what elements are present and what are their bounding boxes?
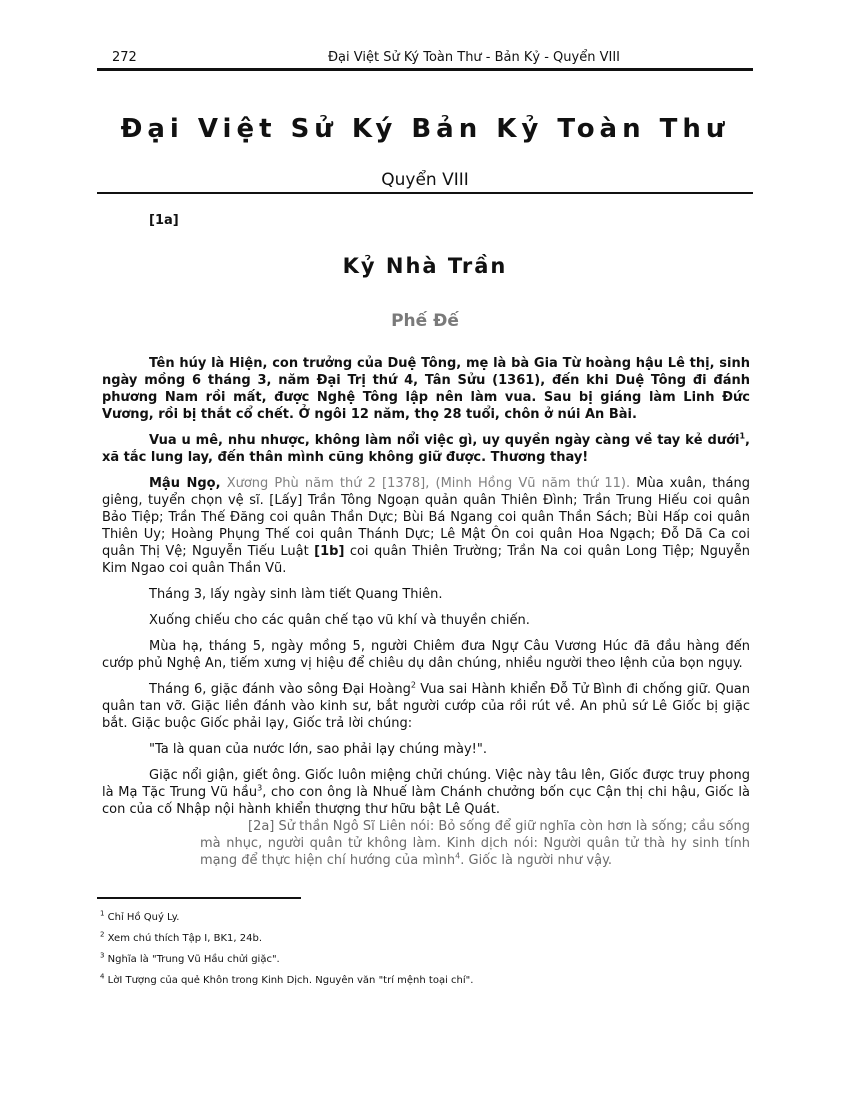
assessment-text-cont: , xã tắc lung lay, đến thân mình cũng không giữ được. Thương thay!: [102, 433, 750, 465]
footnote-ref: 1: [739, 431, 746, 441]
book-title: Đại Việt Sử Ký Bản Kỷ Toàn Thư: [120, 114, 730, 144]
footnote-number: 2: [100, 930, 105, 939]
year-text: Mùa xuân, tháng giêng, tuyển chọn vệ sĩ. [Lấy] Trần Tông Ngoạn quản quân Thiên Đình; Trần Trung Hiếu coi quân Bảo Tiệp; Trần Thế Đăng coi quân Thần Dực; Bùi Bá Ngang coi quân Thần Sách; Bùi Hấp coi quân Thiên Uy; Hoàng Phụng Thế coi quân Thánh Dực; Lê Mật Ôn coi quân Hoa Ngạch; Đỗ Dã Ca coi quân Thị Vệ; Nguyễn Tiếu Luật: [102, 476, 751, 559]
paragraph: Mùa hạ, tháng 5, ngày mồng 5, người Chiêm đưa Ngự Câu Vương Húc đã đầu hàng đến cướp phủ Nghệ An, tiếm xưng vị hiệu để chiêu dụ dân chúng, nhiều người theo lệnh của bọn ngụy.: [102, 639, 750, 671]
paragraph-text-cont: , cho con ông là Nhuế làm Chánh chưởng bốn cục Cận thị chi hậu, Giốc là con của cố Nhập nội hành khiển thượng thư hữu bật Lê Quát.: [102, 785, 750, 817]
footnote-text: Chỉ Hồ Quý Ly.: [107, 912, 180, 923]
main-text: [102, 355, 750, 827]
year-paragraph: [102, 475, 750, 577]
footnote-ref: 3: [257, 783, 263, 793]
quote-paragraph: "Ta là quan của nước lớn, sao phải lạy chúng mày!".: [149, 742, 487, 757]
footnotes: [100, 909, 740, 996]
assessment-paragraph: [102, 432, 750, 466]
footnote: [100, 909, 740, 933]
paragraph-text: Tháng 6, giặc đánh vào sông Đại Hoàng: [149, 682, 411, 697]
running-header: [97, 50, 753, 68]
paragraph: Xuống chiếu cho các quân chế tạo vũ khí và thuyền chiến.: [149, 613, 530, 628]
footnote-number: 1: [100, 909, 105, 918]
footnote-number: 4: [100, 972, 105, 981]
comment-text: [2a] Sử thần Ngô Sĩ Liên nói: Bỏ sống để giữ nghĩa còn hơn là sống; cầu sống mà nhục, người quân tử không làm. Kinh dịch nói: Người quân tử thà hy sinh tính mạng để thực hiện chí hướng của mình: [200, 819, 751, 868]
footnote-text: Nghĩa là "Trung Vũ Hầu chửi giặc".: [107, 954, 280, 965]
paragraph: [102, 681, 750, 732]
footnote: [100, 951, 740, 975]
page-number: 272: [112, 50, 137, 65]
page-tag: [1b]: [314, 544, 345, 559]
footnote: [100, 930, 740, 954]
section-tag: [1a]: [149, 213, 179, 228]
title-rule: [97, 192, 753, 194]
ruler-heading: Phế Đế: [391, 311, 459, 331]
footnote: [100, 972, 740, 996]
year-label: Mậu Ngọ,: [149, 476, 221, 491]
comment-text-cont: . Giốc là người như vậy.: [460, 853, 613, 868]
paragraph-text-cont: Vua sai Hành khiển Đỗ Tử Bình đi chống giữ. Quan quân tan vỡ. Giặc liền đánh vào kinh sư, bắt người cướp của rồi rút về. An phủ sứ Lê Giốc bị giặc bắt. Giặc buộc Giốc phải lạy, Giốc trả lời chúng:: [102, 682, 751, 731]
dynasty-heading: Kỷ Nhà Trần: [342, 254, 508, 278]
historian-comment: [200, 818, 750, 869]
footnote-rule: [97, 897, 301, 899]
assessment-text: Vua u mê, nhu nhược, không làm nổi việc gì, uy quyền ngày càng về tay kẻ dưới: [149, 433, 740, 448]
era-label: Xương Phù năm thứ 2 [1378], (Minh Hồng Vũ năm thứ 11).: [226, 476, 631, 491]
running-title: Đại Việt Sử Ký Toàn Thư - Bản Kỷ - Quyển VIII: [327, 50, 620, 65]
footnote-number: 3: [100, 951, 105, 960]
paragraph: [102, 767, 750, 818]
paragraph: Tháng 3, lấy ngày sinh làm tiết Quang Thiên.: [149, 587, 443, 602]
year-text-cont: coi quân Thiên Trường; Trần Na coi quân Long Tiệp; Nguyễn Kim Ngao coi quân Thần Vũ.: [102, 544, 750, 576]
footnote-ref: 4: [455, 851, 461, 861]
header-rule: [97, 68, 753, 71]
paragraph-text: Giặc nổi giận, giết ông. Giốc luôn miệng chửi chúng. Việc này tâu lên, Giốc được truy phong là Mạ Tặc Trung Vũ hầu: [102, 768, 750, 800]
volume-title: Quyển VIII: [381, 170, 469, 190]
footnote-text: Xem chú thích Tập I, BK1, 24b.: [107, 933, 262, 944]
intro-paragraph: Tên húy là Hiện, con trưởng của Duệ Tông, mẹ là bà Gia Từ hoàng hậu Lê thị, sinh ngày mồng 6 tháng 3, năm Đại Trị thứ 4, Tân Sửu (1361), đến khi Duệ Tông đi đánh phương Nam rồi mất, được Nghệ Tông lập nên làm vua. Sau bị giáng làm Linh Đức Vương, rồi bị thắt cổ chết. Ở ngôi 12 năm, thọ 28 tuổi, chôn ở núi An Bài.: [102, 356, 750, 422]
footnote-text: LờI Tượng của quẻ Khôn trong Kinh Dịch. Nguyên văn "trí mệnh toại chí".: [107, 975, 474, 986]
footnote-ref: 2: [410, 680, 416, 690]
